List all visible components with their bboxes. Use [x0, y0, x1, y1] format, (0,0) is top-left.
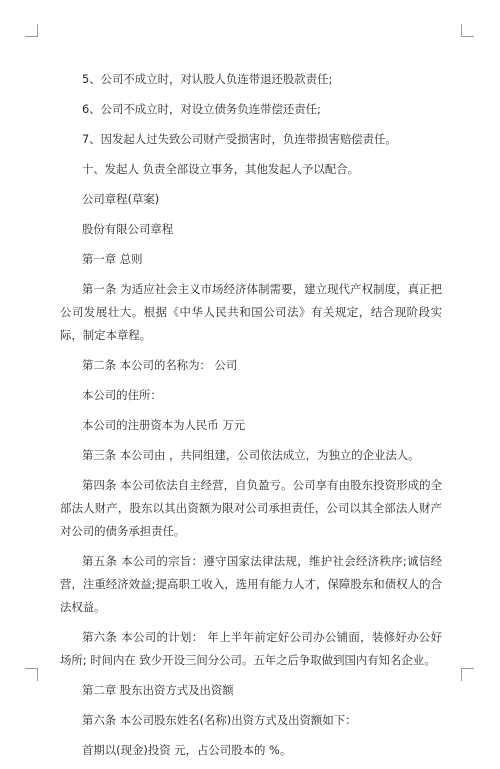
document-page: [60, 68, 442, 769]
article-one: 第一条 为适应社会主义市场经济体制需要，建立现代产权制度，真正把公司发展壮大。根据《中华人民共和国公司法》有关规定，结合现阶段实际，制定本章程。: [60, 282, 442, 342]
crop-mark-top-right: [461, 24, 474, 37]
clause-5: 5、公司不成立时，对认股人负连带退还股款责任;: [82, 72, 333, 86]
clause-6: 6、公司不成立时，对设立债务负连带偿还责任;: [82, 102, 321, 116]
article-six-plan: 第六条 本公司的计划： 年上半年前定好公司办公铺面，装修好办公好场所; 时间内在 致少开设三间分公司。五年之后争取做到国内有知名企业。: [60, 630, 442, 667]
chapter-one-heading: 第一章 总则: [82, 252, 143, 266]
article-five: 第五条 本公司的宗旨：遵守国家法律法规，维护社会经济秩序;诚信经营，注重经济效益;提高职工收入，选用有能力人才，保障股东和债权人的合法权益。: [60, 554, 442, 614]
item-ten: 十、发起人 负责全部设立事务，其他发起人予以配合。: [82, 162, 359, 176]
initial-investment: 首期以(现金)投资 元，占公司股本的 %。: [82, 743, 292, 757]
article-six-shareholders: 第六条 本公司股东姓名(名称)出资方式及出资额如下：: [82, 713, 357, 727]
charter-draft-title: 公司章程(草案): [82, 192, 160, 206]
article-two: 第二条 本公司的名称为： 公司: [82, 358, 238, 372]
article-four: 第四条 本公司依法自主经营，自负盈亏。公司享有由股东投资形成的全部法人财产，股东以其出资额为限对公司承担责任，公司以其全部法人财产对公司的债务承担责任。: [60, 478, 442, 538]
clause-7: 7、因发起人过失致公司财产受损害时，负连带损害赔偿责任。: [82, 132, 397, 146]
chapter-two-heading: 第二章 股东出资方式及出资额: [82, 683, 234, 697]
crop-mark-top-left: [25, 24, 38, 37]
article-three: 第三条 本公司由 ，共同组建，公司依法成立，为独立的企业法人。: [82, 448, 420, 462]
crop-mark-bottom-left: [25, 668, 38, 681]
crop-mark-bottom-right: [461, 668, 474, 681]
charter-name: 股份有限公司章程: [82, 222, 174, 236]
registered-capital: 本公司的注册资本为人民币 万元: [82, 418, 246, 432]
company-address: 本公司的住所：: [82, 388, 162, 402]
